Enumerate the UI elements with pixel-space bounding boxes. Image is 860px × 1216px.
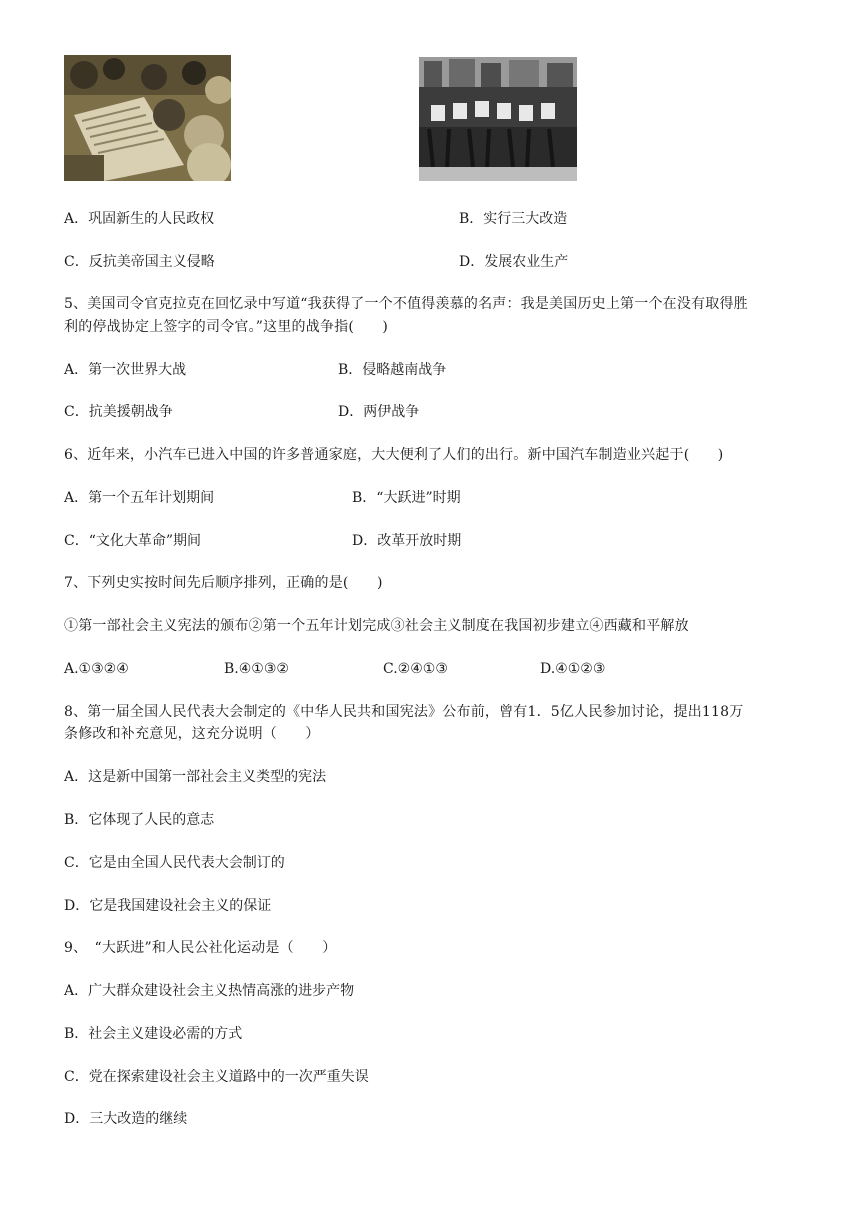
q6-option-a: A．第一个五年计划期间 — [64, 490, 215, 506]
q7-option-d: D.④①②③ — [540, 661, 606, 677]
q7-option-a: A.①③②④ — [64, 661, 129, 677]
q8-option-c: C．它是由全国人民代表大会制订的 — [64, 855, 285, 871]
q7-option-b: B.④①③② — [224, 661, 289, 677]
q9-stem: 9、 “大跃进”和人民公社化运动是（ ） — [64, 940, 337, 956]
historical-photo-crowd — [64, 55, 231, 181]
q9-option-a: A．广大群众建设社会主义热情高涨的进步产物 — [64, 983, 355, 999]
q9-option-b: B．社会主义建设必需的方式 — [64, 1026, 243, 1042]
q7-option-c: C.②④①③ — [383, 661, 448, 677]
q6-option-b: B．“大跃进”时期 — [352, 490, 461, 506]
q9-option-d: D．三大改造的继续 — [64, 1111, 188, 1127]
q4-option-c: C．反抗美帝国主义侵略 — [64, 254, 215, 270]
q8-option-a: A．这是新中国第一部社会主义类型的宪法 — [64, 769, 327, 785]
historical-photo-parade — [419, 57, 577, 181]
q4-option-a: A．巩固新生的人民政权 — [64, 211, 215, 227]
q5-option-b: B．侵略越南战争 — [338, 362, 447, 378]
q5-option-c: C．抗美援朝战争 — [64, 404, 173, 420]
q7-stem: 7、下列史实按时间先后顺序排列，正确的是( ) — [64, 575, 383, 591]
q6-stem: 6、近年来，小汽车已进入中国的许多普通家庭，大大便利了人们的出行。新中国汽车制造业兴起于( ) — [64, 447, 724, 463]
q8-option-b: B．它体现了人民的意志 — [64, 812, 215, 828]
q5-option-d: D．两伊战争 — [338, 404, 420, 420]
q5-stem-line2: 利的停战协定上签字的司令官。”这里的战争指( ) — [64, 319, 389, 335]
q5-stem-line1: 5、美国司令官克拉克在回忆录中写道“我获得了一个不值得羡慕的名声：我是美国历史上第一个在没有取得胜 — [64, 296, 748, 312]
q4-option-b: B．实行三大改造 — [459, 211, 568, 227]
q4-option-d: D．发展农业生产 — [459, 254, 569, 270]
q8-stem-line1: 8、第一届全国人民代表大会制定的《中华人民共和国宪法》公布前，曾有1．5亿人民参加讨论，提出118万 — [64, 704, 744, 720]
q6-option-c: C．“文化大革命”期间 — [64, 533, 202, 549]
q6-option-d: D．改革开放时期 — [352, 533, 462, 549]
q5-option-a: A．第一次世界大战 — [64, 362, 187, 378]
q8-stem-line2: 条修改和补充意见，这充分说明（ ） — [64, 726, 320, 742]
q8-option-d: D．它是我国建设社会主义的保证 — [64, 898, 272, 914]
q9-option-c: C．党在探索建设社会主义道路中的一次严重失误 — [64, 1069, 369, 1085]
q7-events: ①第一部社会主义宪法的颁布②第一个五年计划完成③社会主义制度在我国初步建立④西藏和平解放 — [64, 618, 689, 634]
